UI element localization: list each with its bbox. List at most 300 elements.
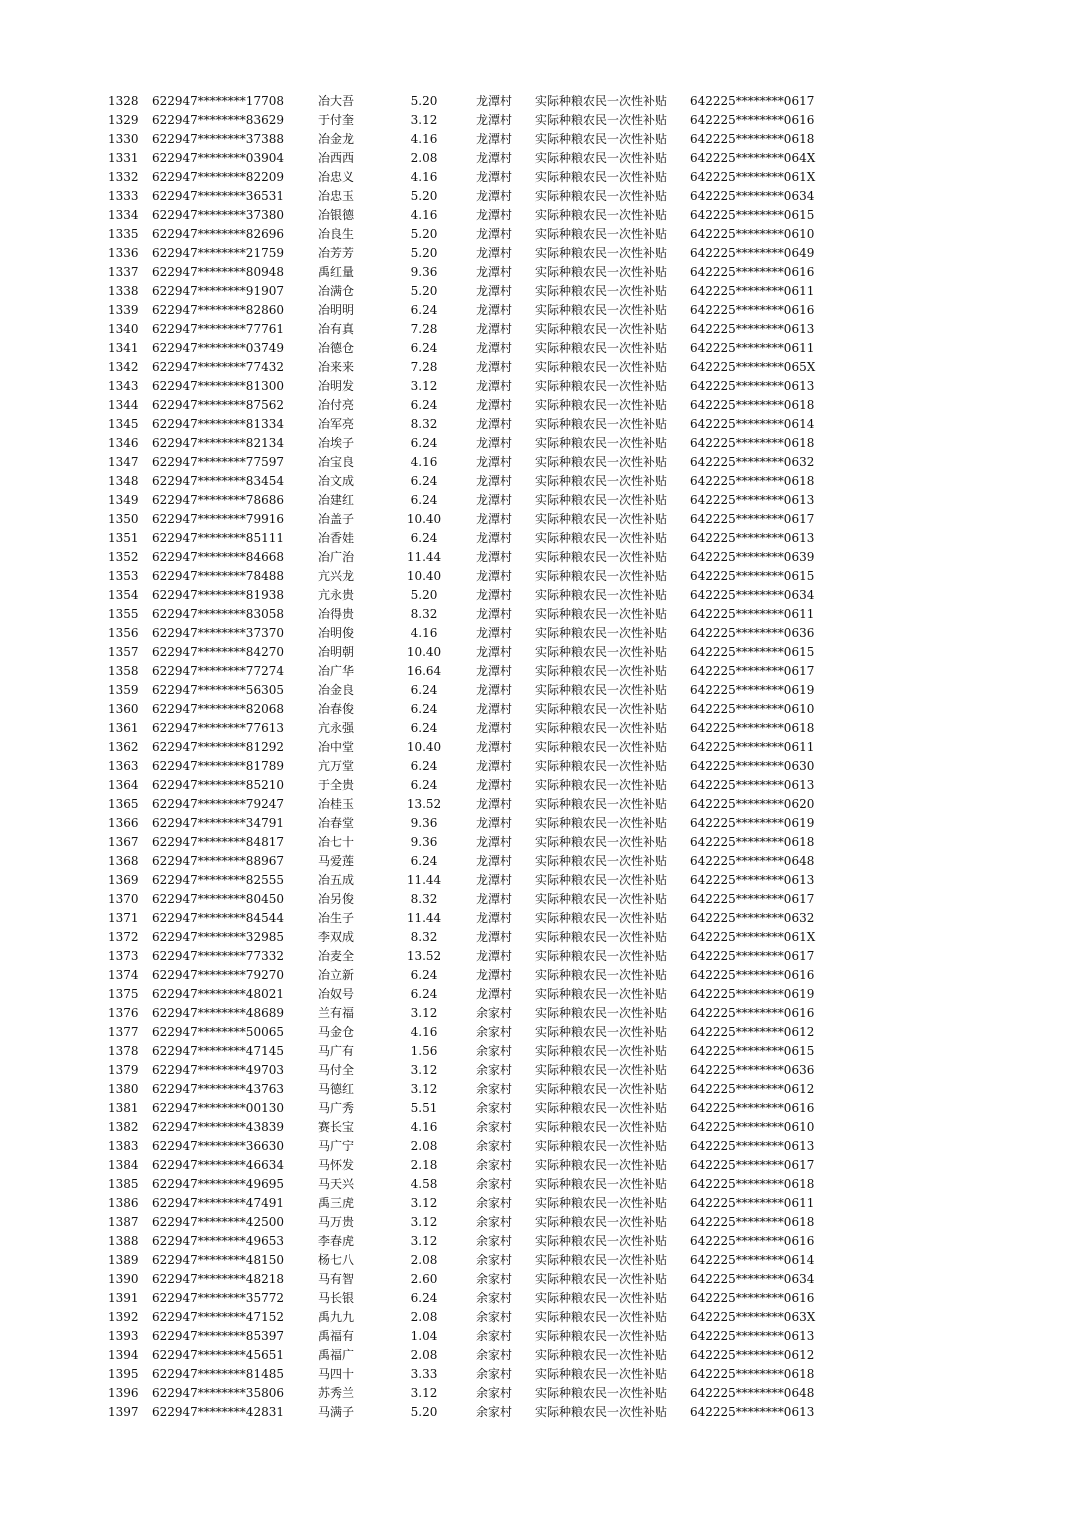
village-name-cell: 龙潭村	[476, 417, 513, 431]
table-row	[0, 586, 1074, 605]
table-row	[0, 1365, 1074, 1384]
id-number-cell: 642225********0617	[690, 1158, 815, 1172]
row-number-cell: 1387	[108, 1215, 139, 1229]
subsidy-item-cell: 实际种粮农民一次性补贴	[535, 132, 668, 146]
account-number-cell: 622947********48689	[152, 1006, 284, 1020]
subsidy-amount-cell: 5.20	[410, 189, 438, 203]
subsidy-item-cell: 实际种粮农民一次性补贴	[535, 1177, 668, 1191]
row-number-cell: 1368	[108, 854, 139, 868]
row-number-cell: 1334	[108, 208, 139, 222]
village-name-cell: 余家村	[476, 1196, 513, 1210]
row-number-cell: 1351	[108, 531, 139, 545]
farmer-name-cell: 冶金龙	[318, 132, 355, 146]
row-number-cell: 1365	[108, 797, 139, 811]
village-name-cell: 龙潭村	[476, 702, 513, 716]
table-row	[0, 472, 1074, 491]
village-name-cell: 龙潭村	[476, 132, 513, 146]
account-number-cell: 622947********37380	[152, 208, 284, 222]
subsidy-item-cell: 实际种粮农民一次性补贴	[535, 1386, 668, 1400]
village-name-cell: 余家村	[476, 1120, 513, 1134]
id-number-cell: 642225********0611	[690, 740, 815, 754]
row-number-cell: 1332	[108, 170, 139, 184]
id-number-cell: 642225********0610	[690, 1120, 815, 1134]
subsidy-item-cell: 实际种粮农民一次性补贴	[535, 949, 668, 963]
row-number-cell: 1395	[108, 1367, 139, 1381]
account-number-cell: 622947********78686	[152, 493, 284, 507]
subsidy-amount-cell: 7.28	[410, 360, 438, 374]
table-row	[0, 244, 1074, 263]
id-number-cell: 642225********0617	[690, 892, 815, 906]
subsidy-amount-cell: 6.24	[410, 702, 438, 716]
id-number-cell: 642225********063X	[690, 1310, 816, 1324]
id-number-cell: 642225********0616	[690, 113, 815, 127]
account-number-cell: 622947********32985	[152, 930, 284, 944]
farmer-name-cell: 冶明俊	[318, 626, 355, 640]
village-name-cell: 龙潭村	[476, 740, 513, 754]
village-name-cell: 余家村	[476, 1405, 513, 1419]
table-row	[0, 358, 1074, 377]
village-name-cell: 龙潭村	[476, 189, 513, 203]
table-row	[0, 168, 1074, 187]
account-number-cell: 622947********91907	[152, 284, 284, 298]
farmer-name-cell: 冶满仓	[318, 284, 355, 298]
subsidy-item-cell: 实际种粮农民一次性补贴	[535, 94, 668, 108]
subsidy-amount-cell: 4.16	[410, 455, 438, 469]
row-number-cell: 1335	[108, 227, 139, 241]
row-number-cell: 1344	[108, 398, 139, 412]
farmer-name-cell: 冶文成	[318, 474, 355, 488]
subsidy-amount-cell: 2.08	[410, 1348, 438, 1362]
id-number-cell: 642225********0617	[690, 512, 815, 526]
row-number-cell: 1369	[108, 873, 139, 887]
table-row	[0, 1175, 1074, 1194]
subsidy-item-cell: 实际种粮农民一次性补贴	[535, 1063, 668, 1077]
farmer-name-cell: 冶银德	[318, 208, 355, 222]
farmer-name-cell: 禹红量	[318, 265, 355, 279]
account-number-cell: 622947********77432	[152, 360, 284, 374]
farmer-name-cell: 马德红	[318, 1082, 355, 1096]
subsidy-item-cell: 实际种粮农民一次性补贴	[535, 189, 668, 203]
farmer-name-cell: 冶芳芳	[318, 246, 355, 260]
village-name-cell: 龙潭村	[476, 436, 513, 450]
row-number-cell: 1348	[108, 474, 139, 488]
account-number-cell: 622947********80450	[152, 892, 284, 906]
village-name-cell: 龙潭村	[476, 854, 513, 868]
subsidy-item-cell: 实际种粮农民一次性补贴	[535, 398, 668, 412]
subsidy-item-cell: 实际种粮农民一次性补贴	[535, 702, 668, 716]
table-row	[0, 928, 1074, 947]
row-number-cell: 1358	[108, 664, 139, 678]
farmer-name-cell: 冶大吾	[318, 94, 355, 108]
subsidy-item-cell: 实际种粮农民一次性补贴	[535, 379, 668, 393]
row-number-cell: 1360	[108, 702, 139, 716]
farmer-name-cell: 冶生子	[318, 911, 355, 925]
farmer-name-cell: 马万贵	[318, 1215, 355, 1229]
table-row	[0, 852, 1074, 871]
account-number-cell: 622947********79247	[152, 797, 284, 811]
id-number-cell: 642225********0613	[690, 531, 815, 545]
id-number-cell: 642225********0616	[690, 303, 815, 317]
subsidy-amount-cell: 9.36	[410, 265, 438, 279]
village-name-cell: 龙潭村	[476, 892, 513, 906]
farmer-name-cell: 冶军亮	[318, 417, 355, 431]
subsidy-amount-cell: 3.12	[410, 1006, 438, 1020]
subsidy-item-cell: 实际种粮农民一次性补贴	[535, 1234, 668, 1248]
id-number-cell: 642225********0615	[690, 645, 815, 659]
subsidy-amount-cell: 3.12	[410, 379, 438, 393]
subsidy-amount-cell: 6.24	[410, 493, 438, 507]
account-number-cell: 622947********79270	[152, 968, 284, 982]
village-name-cell: 龙潭村	[476, 474, 513, 488]
subsidy-item-cell: 实际种粮农民一次性补贴	[535, 227, 668, 241]
row-number-cell: 1345	[108, 417, 139, 431]
farmer-name-cell: 冶忠玉	[318, 189, 355, 203]
table-row	[0, 339, 1074, 358]
farmer-name-cell: 冶埃子	[318, 436, 355, 450]
account-number-cell: 622947********17708	[152, 94, 284, 108]
id-number-cell: 642225********0617	[690, 664, 815, 678]
subsidy-item-cell: 实际种粮农民一次性补贴	[535, 303, 668, 317]
subsidy-amount-cell: 6.24	[410, 759, 438, 773]
id-number-cell: 642225********0614	[690, 1253, 815, 1267]
row-number-cell: 1377	[108, 1025, 139, 1039]
id-number-cell: 642225********0618	[690, 436, 815, 450]
subsidy-item-cell: 实际种粮农民一次性补贴	[535, 341, 668, 355]
row-number-cell: 1372	[108, 930, 139, 944]
village-name-cell: 龙潭村	[476, 208, 513, 222]
farmer-name-cell: 冶德仓	[318, 341, 355, 355]
subsidy-item-cell: 实际种粮农民一次性补贴	[535, 1120, 668, 1134]
farmer-name-cell: 于付奎	[318, 113, 355, 127]
table-row	[0, 1403, 1074, 1422]
account-number-cell: 622947********77332	[152, 949, 284, 963]
farmer-name-cell: 冶西西	[318, 151, 355, 165]
farmer-name-cell: 冶桂玉	[318, 797, 355, 811]
account-number-cell: 622947********45651	[152, 1348, 284, 1362]
row-number-cell: 1330	[108, 132, 139, 146]
subsidy-amount-cell: 3.12	[410, 113, 438, 127]
farmer-name-cell: 冶金良	[318, 683, 355, 697]
row-number-cell: 1384	[108, 1158, 139, 1172]
subsidy-amount-cell: 3.12	[410, 1386, 438, 1400]
table-row	[0, 529, 1074, 548]
farmer-name-cell: 马爱莲	[318, 854, 355, 868]
subsidy-item-cell: 实际种粮农民一次性补贴	[535, 284, 668, 298]
table-row	[0, 624, 1074, 643]
row-number-cell: 1381	[108, 1101, 139, 1115]
id-number-cell: 642225********0632	[690, 911, 815, 925]
subsidy-amount-cell: 6.24	[410, 303, 438, 317]
subsidy-item-cell: 实际种粮农民一次性补贴	[535, 531, 668, 545]
subsidy-item-cell: 实际种粮农民一次性补贴	[535, 1158, 668, 1172]
id-number-cell: 642225********0613	[690, 379, 815, 393]
subsidy-amount-cell: 7.28	[410, 322, 438, 336]
subsidy-item-cell: 实际种粮农民一次性补贴	[535, 664, 668, 678]
id-number-cell: 642225********0618	[690, 398, 815, 412]
row-number-cell: 1393	[108, 1329, 139, 1343]
table-row	[0, 643, 1074, 662]
row-number-cell: 1367	[108, 835, 139, 849]
id-number-cell: 642225********0615	[690, 208, 815, 222]
farmer-name-cell: 冶另俊	[318, 892, 355, 906]
account-number-cell: 622947********81300	[152, 379, 284, 393]
row-number-cell: 1362	[108, 740, 139, 754]
id-number-cell: 642225********0617	[690, 949, 815, 963]
table-row	[0, 396, 1074, 415]
id-number-cell: 642225********0614	[690, 417, 815, 431]
row-number-cell: 1346	[108, 436, 139, 450]
table-row	[0, 1346, 1074, 1365]
table-row	[0, 1080, 1074, 1099]
account-number-cell: 622947********48218	[152, 1272, 284, 1286]
subsidy-item-cell: 实际种粮农民一次性补贴	[535, 1006, 668, 1020]
farmer-name-cell: 马天兴	[318, 1177, 355, 1191]
account-number-cell: 622947********56305	[152, 683, 284, 697]
table-row	[0, 738, 1074, 757]
table-row	[0, 301, 1074, 320]
table-row	[0, 225, 1074, 244]
subsidy-amount-cell: 5.20	[410, 246, 438, 260]
farmer-name-cell: 赛长宝	[318, 1120, 355, 1134]
account-number-cell: 622947********49695	[152, 1177, 284, 1191]
account-number-cell: 622947********77597	[152, 455, 284, 469]
village-name-cell: 余家村	[476, 1063, 513, 1077]
farmer-name-cell: 冶麦全	[318, 949, 355, 963]
subsidy-item-cell: 实际种粮农民一次性补贴	[535, 1272, 668, 1286]
village-name-cell: 龙潭村	[476, 360, 513, 374]
village-name-cell: 余家村	[476, 1272, 513, 1286]
id-number-cell: 642225********0613	[690, 1405, 815, 1419]
farmer-name-cell: 冶有真	[318, 322, 355, 336]
table-row	[0, 719, 1074, 738]
row-number-cell: 1389	[108, 1253, 139, 1267]
id-number-cell: 642225********0634	[690, 1272, 815, 1286]
account-number-cell: 622947********81485	[152, 1367, 284, 1381]
subsidy-amount-cell: 8.32	[410, 930, 438, 944]
id-number-cell: 642225********0613	[690, 1329, 815, 1343]
village-name-cell: 余家村	[476, 1348, 513, 1362]
id-number-cell: 642225********0618	[690, 132, 815, 146]
row-number-cell: 1363	[108, 759, 139, 773]
subsidy-amount-cell: 2.08	[410, 1253, 438, 1267]
table-row	[0, 605, 1074, 624]
subsidy-item-cell: 实际种粮农民一次性补贴	[535, 170, 668, 184]
row-number-cell: 1328	[108, 94, 139, 108]
subsidy-item-cell: 实际种粮农民一次性补贴	[535, 683, 668, 697]
subsidy-amount-cell: 10.40	[406, 740, 442, 754]
farmer-name-cell: 马广有	[318, 1044, 355, 1058]
village-name-cell: 龙潭村	[476, 170, 513, 184]
farmer-name-cell: 冶来来	[318, 360, 355, 374]
subsidy-amount-cell: 5.20	[410, 588, 438, 602]
village-name-cell: 龙潭村	[476, 759, 513, 773]
subsidy-amount-cell: 4.16	[410, 626, 438, 640]
table-row	[0, 700, 1074, 719]
subsidy-item-cell: 实际种粮农民一次性补贴	[535, 512, 668, 526]
table-row	[0, 415, 1074, 434]
subsidy-amount-cell: 6.24	[410, 721, 438, 735]
subsidy-amount-cell: 4.16	[410, 132, 438, 146]
village-name-cell: 余家村	[476, 1310, 513, 1324]
village-name-cell: 龙潭村	[476, 550, 513, 564]
table-row	[0, 1327, 1074, 1346]
farmer-name-cell: 马有智	[318, 1272, 355, 1286]
subsidy-amount-cell: 5.20	[410, 1405, 438, 1419]
village-name-cell: 龙潭村	[476, 512, 513, 526]
subsidy-table	[0, 92, 1074, 1422]
id-number-cell: 642225********0612	[690, 1082, 815, 1096]
subsidy-item-cell: 实际种粮农民一次性补贴	[535, 930, 668, 944]
account-number-cell: 622947********36531	[152, 189, 284, 203]
village-name-cell: 龙潭村	[476, 816, 513, 830]
village-name-cell: 龙潭村	[476, 930, 513, 944]
table-row	[0, 187, 1074, 206]
village-name-cell: 龙潭村	[476, 284, 513, 298]
row-number-cell: 1336	[108, 246, 139, 260]
subsidy-item-cell: 实际种粮农民一次性补贴	[535, 607, 668, 621]
subsidy-amount-cell: 4.16	[410, 170, 438, 184]
id-number-cell: 642225********065X	[690, 360, 816, 374]
row-number-cell: 1371	[108, 911, 139, 925]
table-row	[0, 1156, 1074, 1175]
farmer-name-cell: 李春虎	[318, 1234, 355, 1248]
farmer-name-cell: 冶五成	[318, 873, 355, 887]
account-number-cell: 622947********35772	[152, 1291, 284, 1305]
table-row	[0, 966, 1074, 985]
farmer-name-cell: 亢永强	[318, 721, 355, 735]
id-number-cell: 642225********0620	[690, 797, 815, 811]
account-number-cell: 622947********50065	[152, 1025, 284, 1039]
account-number-cell: 622947********84668	[152, 550, 284, 564]
account-number-cell: 622947********77274	[152, 664, 284, 678]
subsidy-amount-cell: 4.58	[410, 1177, 438, 1191]
row-number-cell: 1347	[108, 455, 139, 469]
account-number-cell: 622947********21759	[152, 246, 284, 260]
row-number-cell: 1333	[108, 189, 139, 203]
row-number-cell: 1382	[108, 1120, 139, 1134]
subsidy-amount-cell: 1.56	[410, 1044, 438, 1058]
village-name-cell: 龙潭村	[476, 607, 513, 621]
village-name-cell: 龙潭村	[476, 588, 513, 602]
account-number-cell: 622947********43763	[152, 1082, 284, 1096]
account-number-cell: 622947********36630	[152, 1139, 284, 1153]
table-row	[0, 947, 1074, 966]
subsidy-amount-cell: 6.24	[410, 968, 438, 982]
subsidy-item-cell: 实际种粮农民一次性补贴	[535, 569, 668, 583]
id-number-cell: 642225********0617	[690, 94, 815, 108]
subsidy-item-cell: 实际种粮农民一次性补贴	[535, 1367, 668, 1381]
subsidy-item-cell: 实际种粮农民一次性补贴	[535, 265, 668, 279]
row-number-cell: 1338	[108, 284, 139, 298]
subsidy-item-cell: 实际种粮农民一次性补贴	[535, 1329, 668, 1343]
farmer-name-cell: 冶忠义	[318, 170, 355, 184]
table-row	[0, 377, 1074, 396]
table-row	[0, 1061, 1074, 1080]
row-number-cell: 1386	[108, 1196, 139, 1210]
account-number-cell: 622947********87562	[152, 398, 284, 412]
row-number-cell: 1359	[108, 683, 139, 697]
id-number-cell: 642225********0636	[690, 626, 815, 640]
farmer-name-cell: 冶中堂	[318, 740, 355, 754]
subsidy-item-cell: 实际种粮农民一次性补贴	[535, 721, 668, 735]
account-number-cell: 622947********48021	[152, 987, 284, 1001]
table-row	[0, 1232, 1074, 1251]
row-number-cell: 1349	[108, 493, 139, 507]
subsidy-item-cell: 实际种粮农民一次性补贴	[535, 778, 668, 792]
table-row	[0, 1004, 1074, 1023]
village-name-cell: 余家村	[476, 1044, 513, 1058]
row-number-cell: 1355	[108, 607, 139, 621]
row-number-cell: 1388	[108, 1234, 139, 1248]
account-number-cell: 622947********49653	[152, 1234, 284, 1248]
village-name-cell: 龙潭村	[476, 778, 513, 792]
village-name-cell: 余家村	[476, 1158, 513, 1172]
subsidy-amount-cell: 13.52	[406, 797, 442, 811]
id-number-cell: 642225********061X	[690, 170, 816, 184]
subsidy-item-cell: 实际种粮农民一次性补贴	[535, 1291, 668, 1305]
table-row	[0, 320, 1074, 339]
row-number-cell: 1385	[108, 1177, 139, 1191]
table-row	[0, 1042, 1074, 1061]
account-number-cell: 622947********78488	[152, 569, 284, 583]
table-row	[0, 548, 1074, 567]
row-number-cell: 1356	[108, 626, 139, 640]
id-number-cell: 642225********0613	[690, 493, 815, 507]
row-number-cell: 1337	[108, 265, 139, 279]
village-name-cell: 龙潭村	[476, 683, 513, 697]
farmer-name-cell: 冶良生	[318, 227, 355, 241]
subsidy-item-cell: 实际种粮农民一次性补贴	[535, 208, 668, 222]
account-number-cell: 622947********82134	[152, 436, 284, 450]
account-number-cell: 622947********81292	[152, 740, 284, 754]
table-row	[0, 434, 1074, 453]
account-number-cell: 622947********03904	[152, 151, 284, 165]
farmer-name-cell: 禹福广	[318, 1348, 355, 1362]
village-name-cell: 余家村	[476, 1215, 513, 1229]
row-number-cell: 1374	[108, 968, 139, 982]
row-number-cell: 1397	[108, 1405, 139, 1419]
account-number-cell: 622947********85111	[152, 531, 284, 545]
row-number-cell: 1379	[108, 1063, 139, 1077]
village-name-cell: 龙潭村	[476, 968, 513, 982]
table-row	[0, 453, 1074, 472]
row-number-cell: 1364	[108, 778, 139, 792]
subsidy-item-cell: 实际种粮农民一次性补贴	[535, 892, 668, 906]
account-number-cell: 622947********82860	[152, 303, 284, 317]
table-row	[0, 567, 1074, 586]
farmer-name-cell: 马付全	[318, 1063, 355, 1077]
id-number-cell: 642225********0611	[690, 284, 815, 298]
table-row	[0, 1251, 1074, 1270]
row-number-cell: 1341	[108, 341, 139, 355]
subsidy-amount-cell: 2.08	[410, 1310, 438, 1324]
subsidy-amount-cell: 5.20	[410, 227, 438, 241]
id-number-cell: 642225********0610	[690, 702, 815, 716]
id-number-cell: 642225********0616	[690, 1234, 815, 1248]
village-name-cell: 余家村	[476, 1253, 513, 1267]
account-number-cell: 622947********85397	[152, 1329, 284, 1343]
id-number-cell: 642225********0618	[690, 1367, 815, 1381]
account-number-cell: 622947********42831	[152, 1405, 284, 1419]
id-number-cell: 642225********0615	[690, 1044, 815, 1058]
village-name-cell: 龙潭村	[476, 227, 513, 241]
table-row	[0, 149, 1074, 168]
village-name-cell: 余家村	[476, 1006, 513, 1020]
farmer-name-cell: 冶奴号	[318, 987, 355, 1001]
id-number-cell: 642225********0611	[690, 1196, 815, 1210]
account-number-cell: 622947********82696	[152, 227, 284, 241]
id-number-cell: 642225********0610	[690, 227, 815, 241]
